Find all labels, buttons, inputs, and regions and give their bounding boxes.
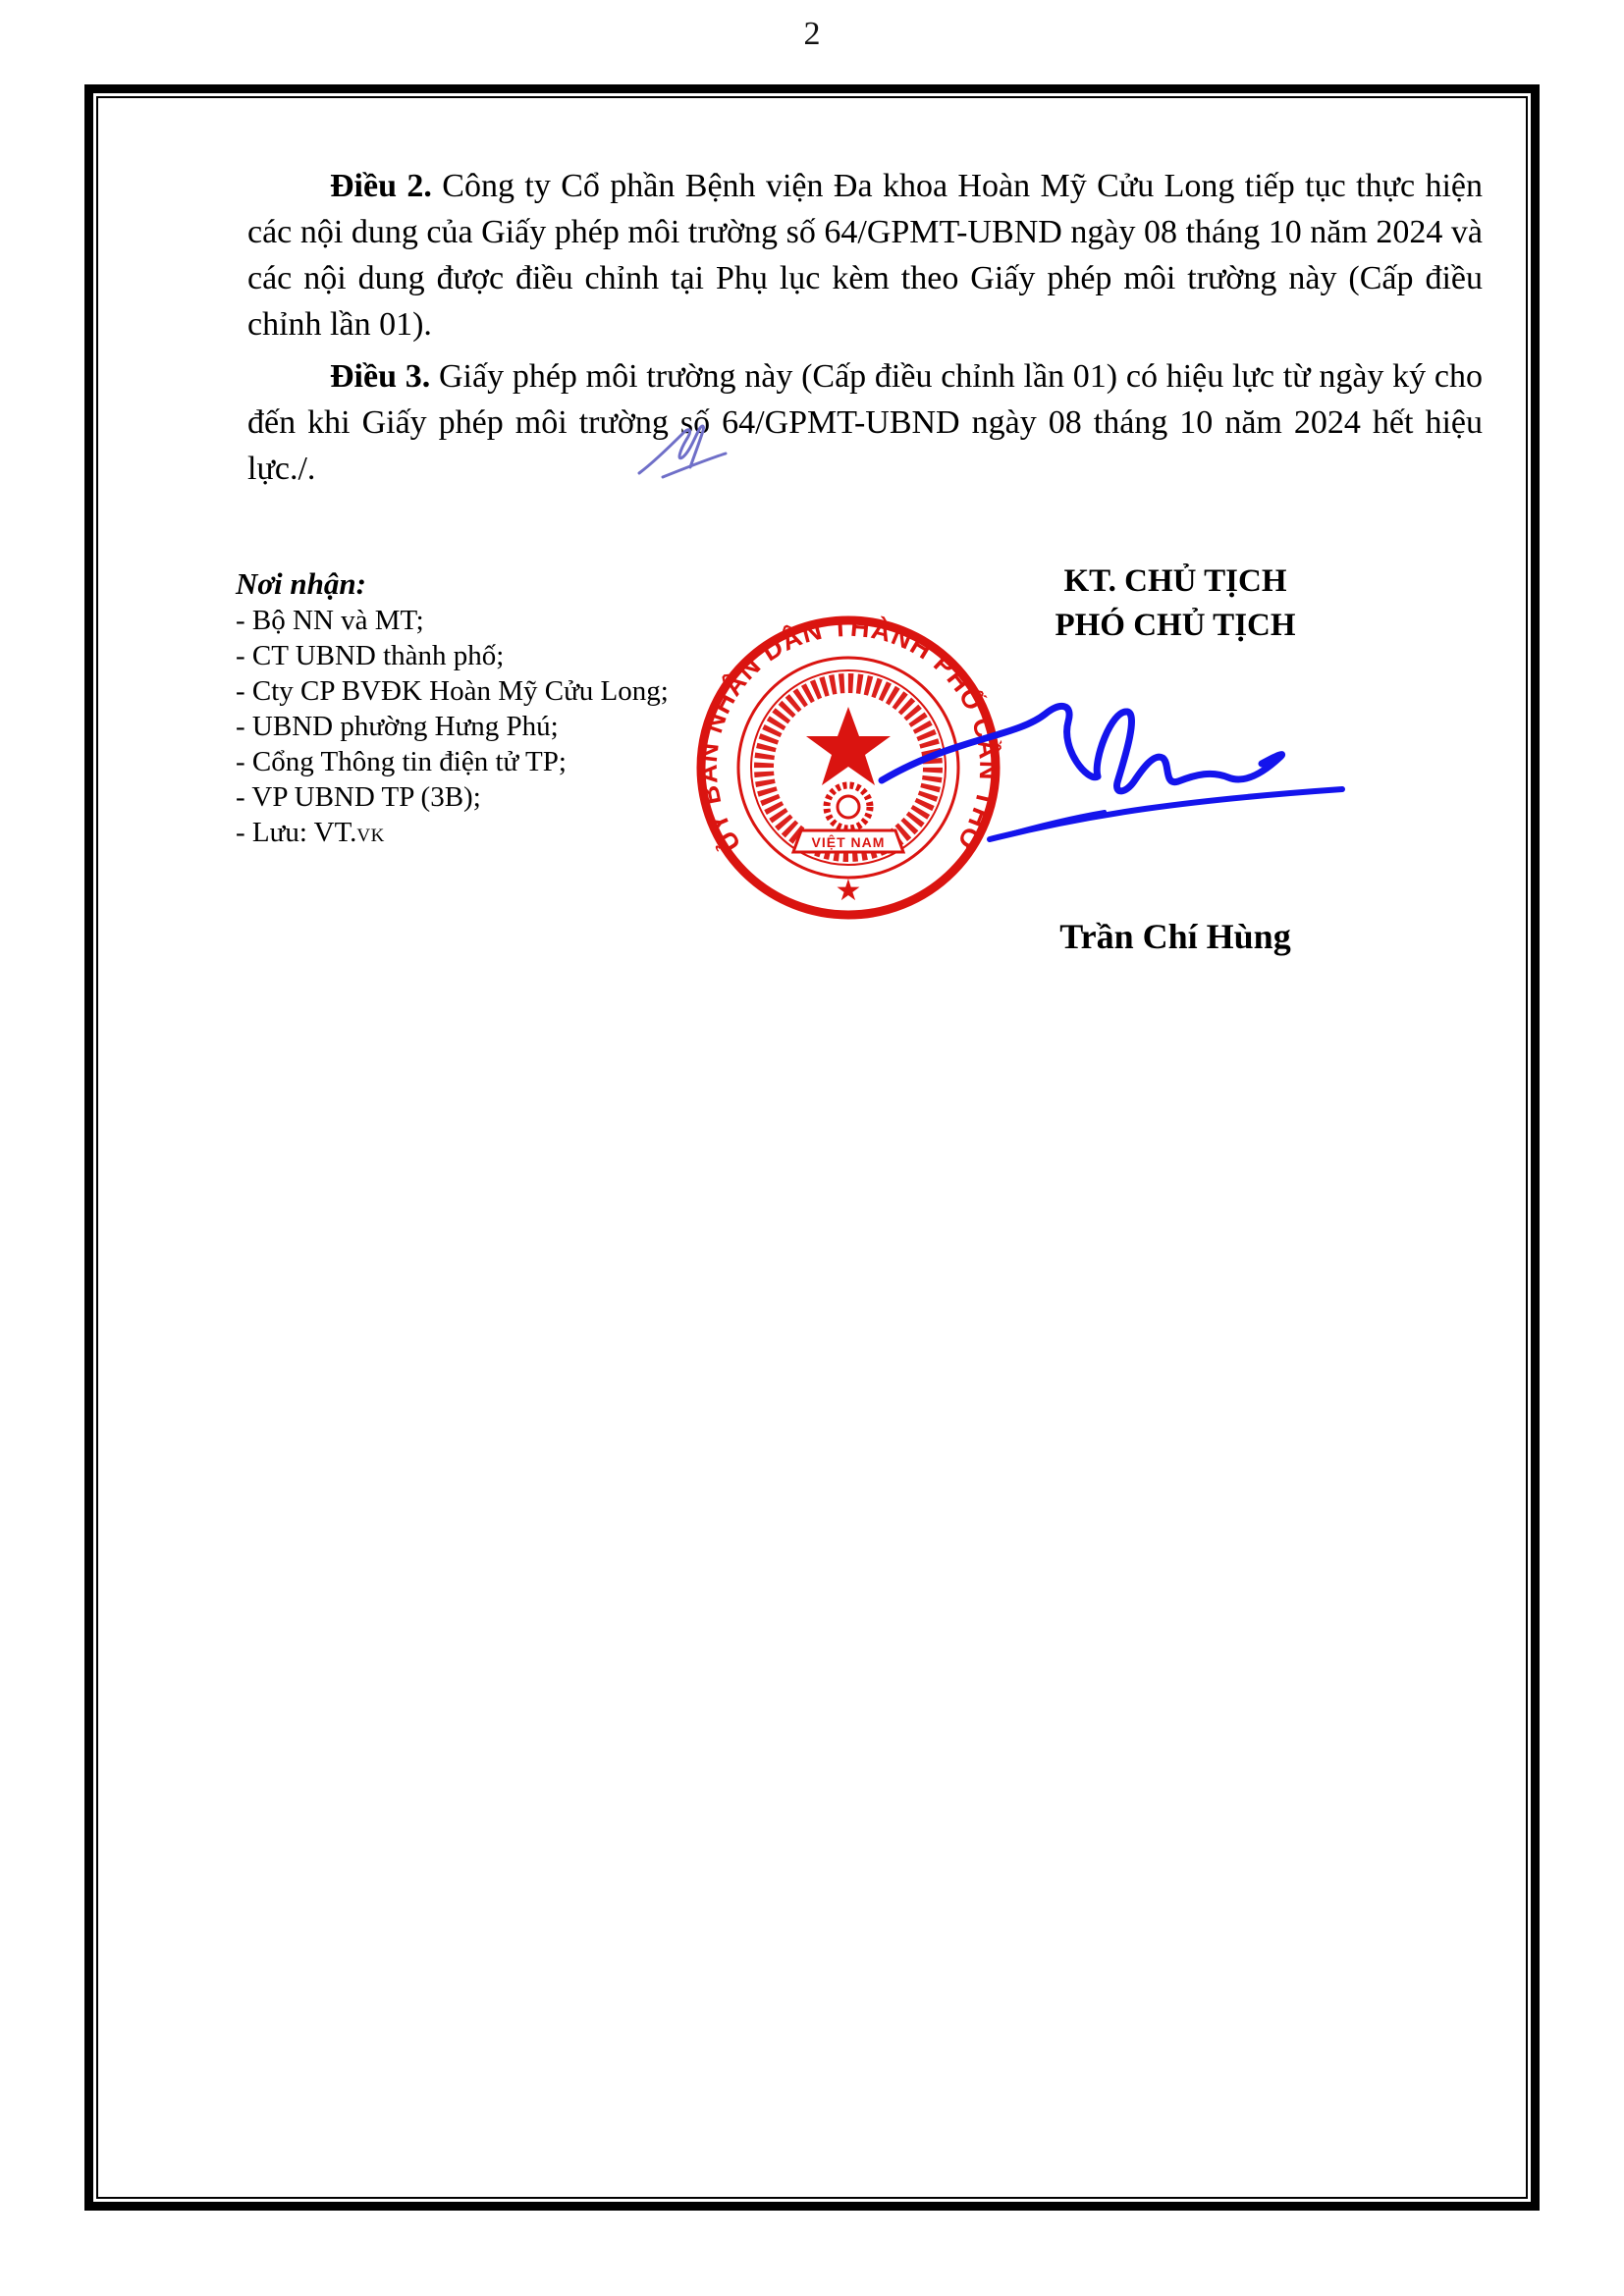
recipient-line: - Cty CP BVĐK Hoàn Mỹ Cửu Long; [236, 675, 669, 707]
article-2-label: Điều 2. [330, 168, 432, 204]
seal-banner-label: VIỆT NAM [811, 834, 886, 850]
recipient-line: - UBND phường Hưng Phú; [236, 711, 559, 742]
paraph-initial-mark [633, 422, 731, 489]
signer-title-line1: KT. CHỦ TỊCH [1063, 563, 1287, 599]
seal-ring-text: ỦY BAN NHÂN DÂN THÀNH PHỐ CẦN THƠ [692, 612, 1004, 858]
page-number: 2 [803, 16, 821, 52]
article-3-text: Giấy phép môi trường này (Cấp điều chỉnh lần 01) có hiệu lực từ ngày ký cho đến khi Giấy phép môi trường số 64/GPMT-UBND ngày 08 tháng 10 năm 2024 hết hiệu lực./. [247, 358, 1483, 487]
handwritten-signature [864, 702, 1384, 898]
recipient-last-text: - Lưu: VT. [236, 817, 357, 848]
article-3-label: Điều 3. [330, 358, 431, 395]
seal-cog-inner [838, 796, 859, 818]
recipient-line: - Cổng Thông tin điện tử TP; [236, 746, 567, 777]
article-2-paragraph [247, 163, 1483, 347]
recipient-line: - Bộ NN và MT; [236, 605, 424, 636]
recipient-last-suffix: VK [356, 826, 385, 846]
article-2-text: Công ty Cổ phần Bệnh viện Đa khoa Hoàn Mỹ Cửu Long tiếp tục thực hiện các nội dung của Giấy phép môi trường số 64/GPMT-UBND ngày 08 tháng 10 năm 2024 và các nội dung được điều chỉnh tại Phụ lục kèm theo Giấy phép môi trường này (Cấp điều chỉnh lần 01). [247, 168, 1483, 343]
recipients-heading: Nơi nhận: [236, 566, 366, 601]
signer-name: Trần Chí Hùng [1059, 917, 1291, 956]
recipient-line: - CT UBND thành phố; [236, 640, 505, 671]
signer-title-line2: PHÓ CHỦ TỊCH [1055, 608, 1296, 643]
recipient-line: - VP UBND TP (3B); [236, 781, 481, 813]
article-paragraphs [247, 163, 1483, 498]
seal-bottom-star: ★ [835, 875, 862, 907]
signature-titles [967, 560, 1383, 648]
article-3-paragraph [247, 353, 1483, 492]
